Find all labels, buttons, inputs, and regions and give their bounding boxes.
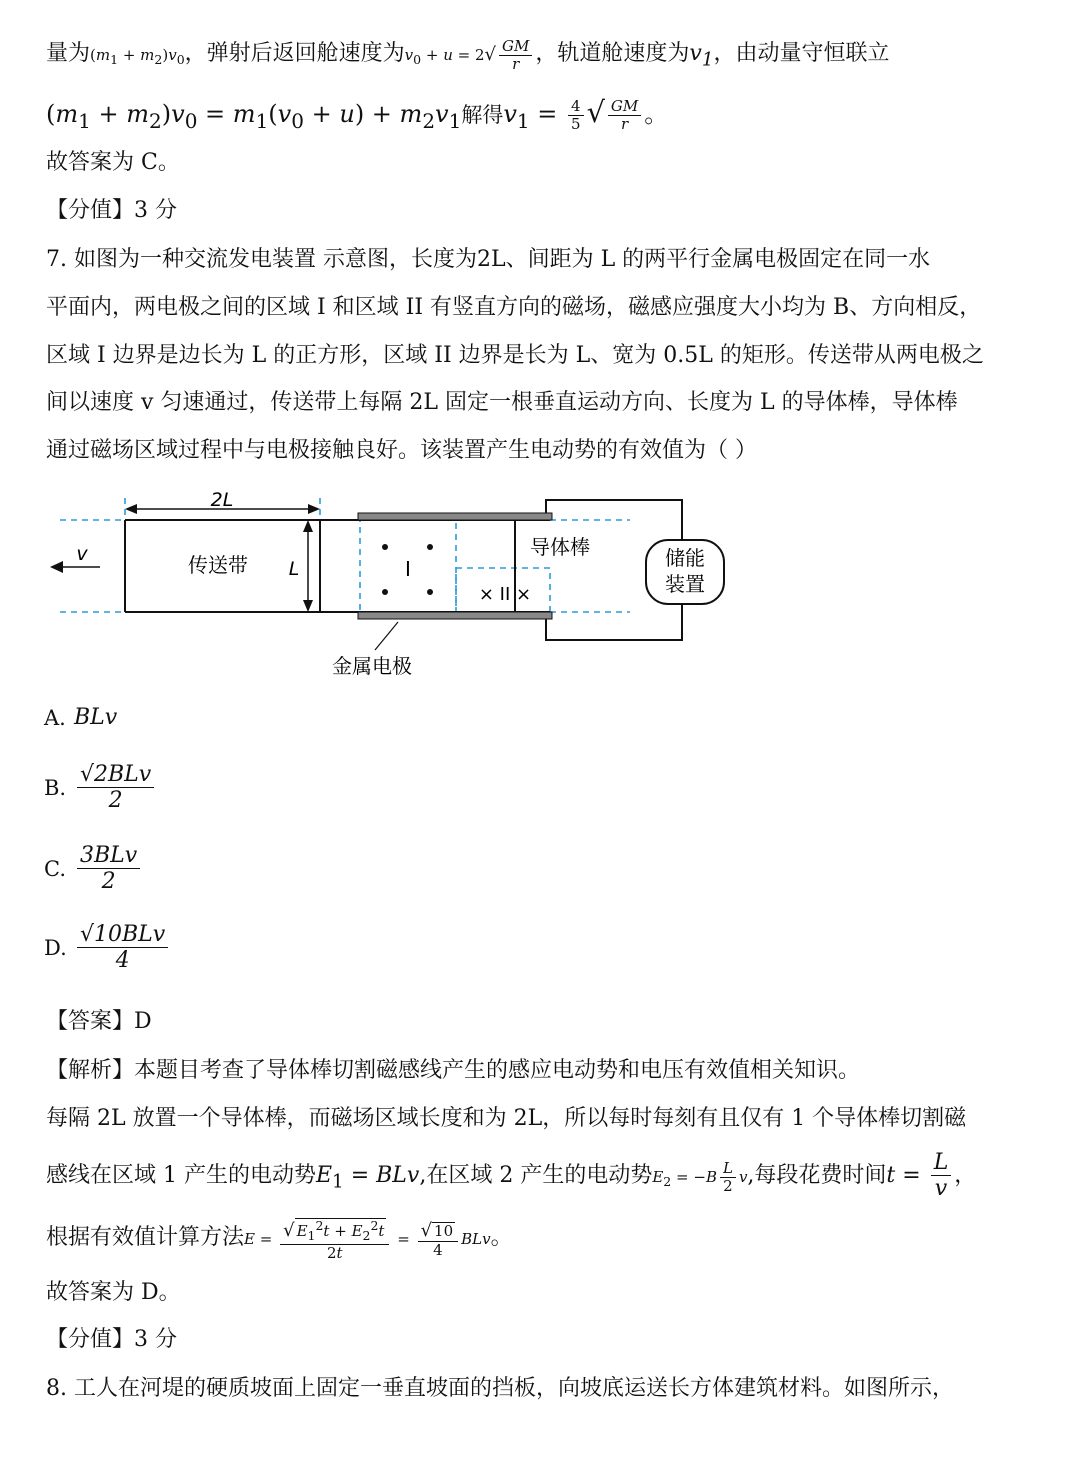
q7-line-5: 通过磁场区域过程中与电极接触良好。该装置产生电动势的有效值为（ ） — [46, 438, 757, 463]
L-arrowhead-bottom — [303, 600, 313, 612]
solution-text-1: 每隔 2L 放置一个导体棒，而磁场区域长度和为 2L，所以每时每刻有且仅有 1 个导体棒切割磁 — [46, 1106, 967, 1131]
emf-region-1: $E_1$ = BLv — [315, 1162, 420, 1193]
solution-line-2: $(m_1 + m_2)v_0 = m_1(v_0 + u) + m_2v_1$解得$v_1$ = $\frac{4}{5}$ √ $\frac{GM}{r}$ 。 — [46, 95, 669, 133]
option-d[interactable]: D. $\frac{\text{√10BLv}}{4}$ — [44, 922, 171, 974]
label-belt: 传送带 — [188, 553, 248, 577]
q7-line-4: 间以速度 v 匀速通过，传送带上每隔 2L 固定一根垂直运动方向、长度为 L 的导体棒，导体棒 — [46, 390, 958, 415]
label-electrode: 金属电极 — [332, 654, 412, 678]
solution-text-3: 根据有效值计算方法E = $\frac{√ E_1^2t + E_2^2t}{2t}$ = $\frac{√ 10}{4}$ BLv。 — [46, 1218, 513, 1262]
label-v: v — [76, 543, 88, 565]
final-answer: 故答案为 D。 — [46, 1280, 181, 1305]
electrode-pointer — [375, 622, 398, 650]
q7-line-1: 7. 如图为一种交流发电装置 示意图，长度为2L、间距为 L 的两平行金属电极固定在同一水 — [46, 247, 931, 272]
option-c-fraction: $\frac{\text{3BLv}}{2}$ — [77, 843, 140, 895]
solution-line-1: 量为$(m_1 + m_2)v_0$，弹射后返回舱速度为$v_0 + u = 2√$ $\frac{GM}{r}$ ，轨道舱速度为$v_1$，由动量守恒联立 — [46, 37, 890, 74]
label-L: L — [288, 558, 300, 580]
prev-answer: 故答案为 C。 — [46, 150, 180, 175]
q7-line-3: 区域 I 边界是边长为 L 的正方形，区域 II 边界是长为 L、宽为 0.5L 的矩形。传送带从两电极之 — [46, 343, 984, 368]
solution-text-2: 感线在区域 1 产生的电动势$E_1$ = BLv,在区域 2 产生的电动势$E_2 = -B$ $\frac{L}{2}$ v,每段花费时间t = $\frac{L}{v}$ ， — [46, 1150, 977, 1202]
label-storage-1: 储能 — [665, 546, 705, 570]
option-a[interactable]: A. BLv — [44, 705, 118, 730]
v1-result: $v_1$ = $\frac{4}{5}$ √ $\frac{GM}{r}$ — [503, 100, 644, 128]
L-arrowhead-top — [303, 520, 313, 532]
option-b-fraction: $\frac{\text{√2BLv}}{2}$ — [77, 762, 154, 814]
time-expr: t = $\frac{L}{v}$ — [886, 1163, 954, 1188]
return-velocity-expr: $v_0 + u = 2√$ $\frac{GM}{r}$ — [405, 46, 536, 64]
electrode-top — [358, 513, 552, 520]
generator-diagram — [0, 480, 1080, 690]
option-b[interactable]: B. $\frac{\text{√2BLv}}{2}$ — [44, 762, 157, 814]
emf-region-2: $E_2 = -B$ $\frac{L}{2}$ v — [652, 1159, 748, 1196]
q7-line-2: 平面内，两电极之间的区域 I 和区域 II 有竖直方向的磁场，磁感应强度大小均为 B、方向相反， — [46, 295, 982, 320]
label-rod: 导体棒 — [530, 535, 590, 559]
label-region-2: × II × — [478, 584, 532, 605]
velocity-arrowhead — [50, 561, 63, 573]
momentum-expr: $(m_1 + m_2)v_0$ — [90, 45, 185, 67]
answer: 【答案】D — [46, 1009, 152, 1034]
v1-symbol: $v_1$ — [689, 40, 714, 71]
q8-line-1: 8. 工人在河堤的硬质坡面上固定一垂直坡面的挡板，向坡底运送长方体建筑材料。如图所示， — [46, 1376, 954, 1401]
label-region-1: I — [405, 557, 411, 581]
2L-arrowhead-right — [308, 504, 320, 514]
final-score: 【分值】3 分 — [46, 1327, 177, 1352]
label-2L: 2L — [210, 489, 234, 511]
option-d-fraction: $\frac{\text{√10BLv}}{4}$ — [77, 922, 168, 974]
analysis: 【解析】本题目考查了导体棒切割磁感线产生的感应电动势和电压有效值相关知识。 — [46, 1058, 861, 1083]
2L-arrowhead-left — [125, 504, 137, 514]
option-c[interactable]: C. $\frac{\text{3BLv}}{2}$ — [44, 843, 143, 895]
electrode-bottom — [358, 612, 552, 619]
prev-score: 【分值】3 分 — [46, 198, 177, 223]
label-storage-2: 装置 — [665, 572, 705, 596]
wire-bottom — [546, 604, 682, 640]
effective-emf-formula: E = $\frac{√ E_1^2t + E_2^2t}{2t}$ = $\frac{√ 10}{4}$ BLv — [244, 1218, 491, 1262]
momentum-equation: $(m_1 + m_2)v_0 = m_1(v_0 + u) + m_2v_1$ — [46, 100, 462, 133]
